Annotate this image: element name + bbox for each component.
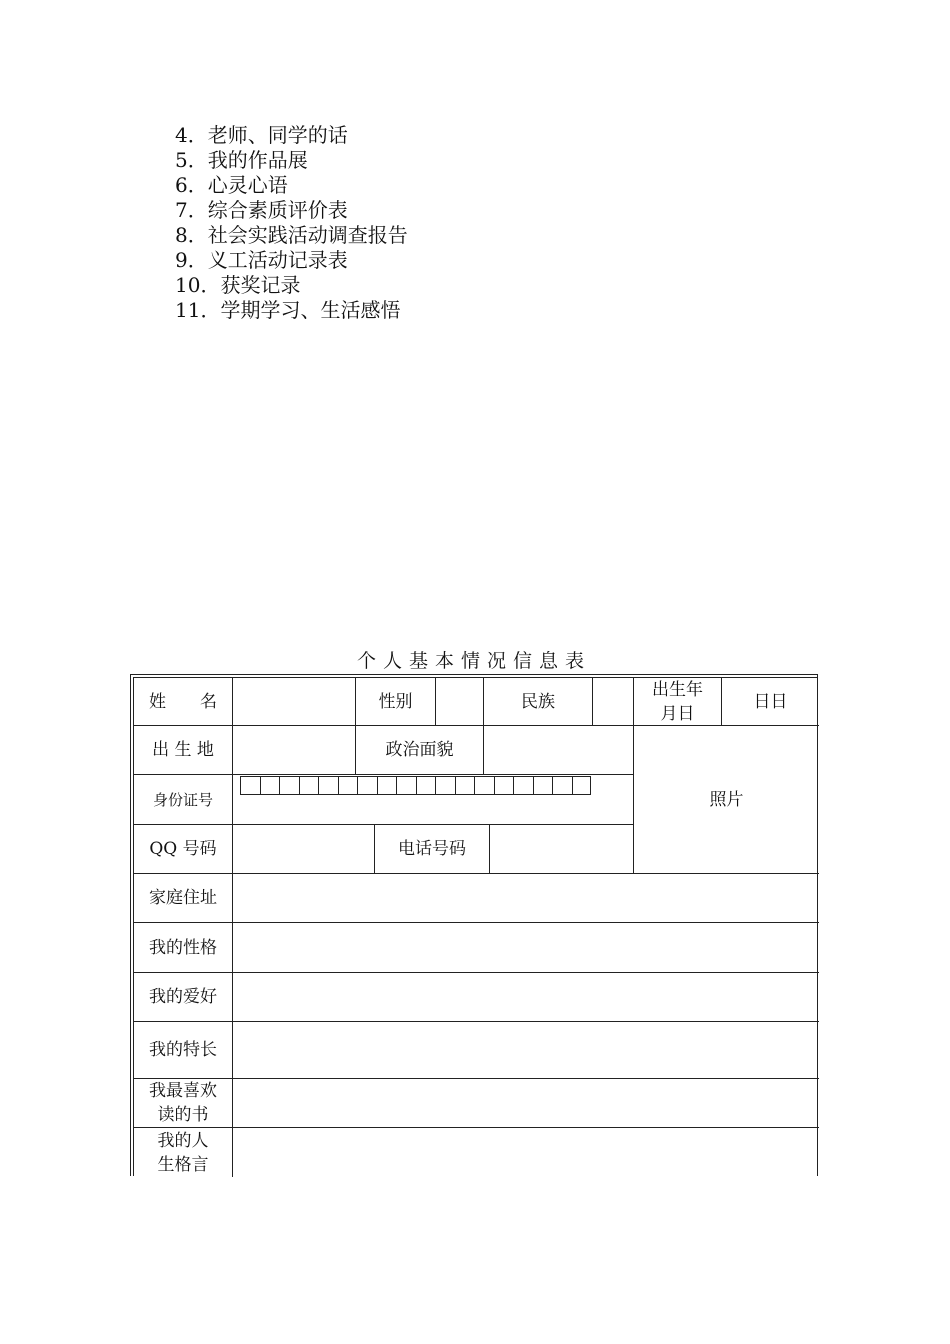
form-title: 个人基本情况信息表 [356,650,591,672]
contents-list [175,123,408,323]
birthplace-field[interactable] [232,725,355,774]
contents-item: 7．综合素质评价表 [175,198,348,222]
ethnicity-label: 民族 [483,678,592,725]
contents-item: 10．获奖记录 [175,273,301,297]
photo-box[interactable]: 照片 [633,725,819,873]
id-digit-box[interactable] [552,776,572,795]
id-digit-box[interactable] [474,776,494,795]
id-label: 身份证号 [134,774,232,824]
gender-label: 性别 [355,678,435,725]
id-digit-box[interactable] [260,776,280,795]
contents-item: 6．心灵心语 [175,173,288,197]
qq-field[interactable] [232,824,374,873]
id-digit-box[interactable] [435,776,455,795]
personality-field[interactable] [232,922,819,972]
birthplace-label: 出 生 地 [134,725,232,774]
id-number-boxes[interactable] [240,776,591,795]
id-digit-box[interactable] [513,776,533,795]
contents-item: 9．义工活动记录表 [175,248,348,272]
specialty-field[interactable] [232,1021,819,1078]
political-field[interactable] [483,725,633,774]
specialty-label: 我的特长 [134,1021,232,1078]
birthdate-field[interactable]: 日日 [721,678,819,725]
address-label: 家庭住址 [134,873,232,922]
id-digit-box[interactable] [416,776,436,795]
id-digit-box[interactable] [279,776,299,795]
address-field[interactable] [232,873,819,922]
hobby-label: 我的爱好 [134,972,232,1021]
id-digit-box[interactable] [455,776,475,795]
id-digit-box[interactable] [494,776,514,795]
contents-item: 11．学期学习、生活感悟 [175,298,401,322]
id-digit-box[interactable] [572,776,592,795]
birthdate-label: 出生年月日 [633,678,721,725]
contents-item: 4．老师、同学的话 [175,123,348,147]
info-form [133,677,818,1176]
name-field[interactable] [232,678,355,725]
favorite-book-field[interactable] [232,1078,819,1127]
motto-field[interactable] [232,1127,819,1177]
id-digit-box[interactable] [318,776,338,795]
ethnicity-field[interactable] [592,678,633,725]
id-digit-box[interactable] [533,776,553,795]
id-digit-box[interactable] [240,776,260,795]
personality-label: 我的性格 [134,922,232,972]
phone-field[interactable] [489,824,633,873]
id-digit-box[interactable] [377,776,397,795]
favorite-book-label: 我最喜欢读的书 [134,1078,232,1127]
contents-item: 5．我的作品展 [175,148,308,172]
political-label: 政治面貌 [355,725,483,774]
name-label: 姓 名 [149,691,217,712]
qq-label: QQ 号码 [134,824,232,873]
id-digit-box[interactable] [338,776,358,795]
motto-label: 我的人生格言 [134,1127,232,1177]
id-digit-box[interactable] [357,776,377,795]
id-digit-box[interactable] [299,776,319,795]
contents-item: 8．社会实践活动调查报告 [175,223,408,247]
phone-label: 电话号码 [374,824,489,873]
gender-field[interactable] [435,678,483,725]
id-digit-box[interactable] [396,776,416,795]
hobby-field[interactable] [232,972,819,1021]
